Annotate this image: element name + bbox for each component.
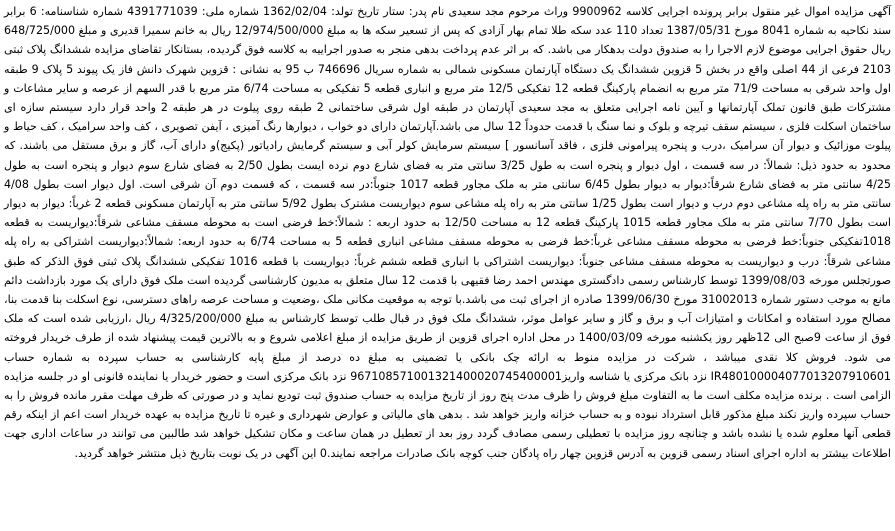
auction-notice-text: آگهی مزایده اموال غیر منقول برابر پرونده اجرایی کلاسه 9900962 وراث مرحوم مجد سعیدی نام پدر: ستار تاریخ تولد: 1362/02/04 شماره ملی: 4391771039 شماره شناسنامه: 6 برابر سند نکاحیه به شماره 8041 مورخ 1387/05/31 تعداد 110 عدد سکه طلا تمام بهار آزادی که پس از تسعیر سکه ها به مبلغ 12/974/500/000 ریال به خانم سمیرا قدیری و مبلغ 648/725/000 ریال حقوق اجرایی موضوع لازم الاجرا را به صندوق دولت بدهکار می باشد. که بر اثر عدم پرداخت بدهی منجر به صدور اجراییه به کلاسه فوق گردیده، بستانکار تقاضای مزایده ششدانگ پلاک ثبتی 2103 فرعی از 44 اصلی واقع در بخش 5 قزوین ششدانگ یک دستگاه آپارتمان مسکونی شمالی به شماره سریال 746696 ب 95 به نشانی : قزوین شهرک دانش فاز یک پیوند 5 پلاک 9 طبقه اول واحد شرقی به مساحت 71/9 متر مربع به انضمام پارکینگ قطعه 12 تفکیکی 12/5 متر مربع و انباری قطعه 5 تفکیکی به مساحت 6/74 متر مربع با قدر السهم از عرصه و سایر مشاعات و مشترکات طبق قانون تملک آپارتمانها و آیین نامه اجرایی متعلق به مجد سعیدی آپارتمان در طبقه اول شرقی ساختمانی 2 طبقه روی پیلوت در هر طبقه 2 واحد قرار دارد سیستم سازه ای ساختمان اسکلت فلزی ، سیستم سقف تیرچه و بلوک و نما سنگ با قدمت حدوداً 12 سال می باشد.آپارتمان دارای دو خواب ، دیوارها رنگ آمیزی ، آیفن تصویری ، کف واحد سرامیک ، کف حیاط و پیلوت موزائیک و دیوار آن سرامیک ،درب و پنجره پیرامونی فلزی ، فاقد آسانسور ] سیستم سرمایش کولر آبی و سیستم گرمایش رادیاتور (پکیج)و دارای آب، گاز و برق مستقل می باشند. که محدود به حدود ذیل: شمالاً: در سه قسمت ، اول دیوار و پنجره است به طول 3/25 سانتی متر به فضای شارع دوم نرده ایست بطول 2/50 به فضای شارع سوم دیوار و پنجره است به طول 4/25 سانتی متر به فضای شارع شرقاً:دیوار به دیوار بطول 6/45 سانتی متر به ملک مجاور قطعه 1017 جنوباً:در سه قسمت ، که قسمت دوم آن شرقی است. اول دیوار است بطول 4/08 سانتی متر به راه پله مشاعی دوم درب و دیوار است بطول 1/25 سانتی متر به راه پله مشاعی سوم دیواریست مشترک بطول 5/92 سانتی متر به آپارتمان مسکونی قطعه 2 غرباً: دیوار به دیوار است بطول 7/70 سانتی متر به ملک مجاور قطعه 1015 پارکینگ قطعه 12 به مساحت 12/50 به حدود اربعه : شمالاً:خط فرضی است به محوطه مسقف مشاعی شرقاً:دیواریست به قطعه 1018تفکیکی جنوباً:خط فرضی به محوطه مسقف مشاعی غرباً:خط فرضی به محوطه مسقف مشاعی انباری قطعه 5 به مساحت 6/74 به حدود اربعه: شمالاً:دیواریست اشتراکی به راه پله مشاعی شرقاً: درب و دیواریست به محوطه مسقف مشاعی جنوباً: دیواریست اشتراکی با انباری قطعه ششم غرباً: دیواریست با قطعه 1016 تفکیکی ششدانگ پلاک ثبتی فوق الذکر که طبق صورتجلس مورخه 1399/08/03 توسط کارشناس رسمی دادگستری مهندس احمد رضا فقیهی با قدمت 12 سال متعلق به مدیون کارشناسی گردیده است ملک فوق دارای یک مورد بازداشت دائم مانع به موجب دستور شماره 31002013 مورخ 1399/06/30 صادره از اجرای ثبت می باشد.با توجه به موقعیت مکانی ملک ،وضعیت و مساحت عرصه راهای دسترسی، نوع اسکلت بنا قدمت بنا، مصالح مورد استفاده و امکانات و امتیازات آب و برق و گاز و سایر عوامل موثر، ششدانگ ملک فوق در قبال طلب توسط کارشناس به مبلغ 4/325/200/000 ریال ،ارزیابی شده است که ملک فوق از ساعت 9صبح الی 12ظهر روز یکشنبه مورخه 1400/03/09 در محل اداره اجرای قزوین از طریق مزایده از مبلغ اعلامی شروع و به بالاترین قیمت پیشنهاد شده از طرف خریدار فروخته می شود. فروش کلا نقدی میباشد ، شرکت در مزایده منوط به ارائه چک بانکی یا تضمینی به مبلغ ده درصد از مبلغ پایه کارشناسی به حساب سپرده به شماره حساب IR480100004077013207910601 نزد بانک مرکزی یا شناسه واریز967108571001321400020745400001 نزد بانک مرکزی است و حضور خریدار یا نماینده قانونی او در جلسه مزایده الزامی است . برنده مزایده مکلف است ما به التفاوت مبلغ فروش را ظرف مدت پنج روز از تاریخ مزایده به حساب صندوق ثبت تودیع نماید و در صورتی که ظرف مهلت مقرر مانده فروش را به حساب سپرده واریز نکند مبلغ مذکور قابل استرداد نبوده و به حساب خزانه واریز خواهد شد . بدهی های مالیاتی و عوارض شهرداری و غیره تا تاریخ مزایده به عهده خریدار است اعم از اینکه رقم قطعی آنها معلوم شده یا نشده باشد و چنانچه روز مزایده با تعطیلی رسمی مصادف گردد روز بعد از تعطیل در همان ساعت و مکان تشکیل خواهد شد طالبین می توانند در ساعات اداری جهت اطلاعات بیشتر به اداره اجرای اسناد رسمی قزوین به آدرس قزوین چهار راه پادگان جنب کوچه بانک صادرات مراجعه نمایند.0 این آگهی در یک نوبت بتاریخ ذیل منتشر خواهد گردید. [4,5,892,460]
